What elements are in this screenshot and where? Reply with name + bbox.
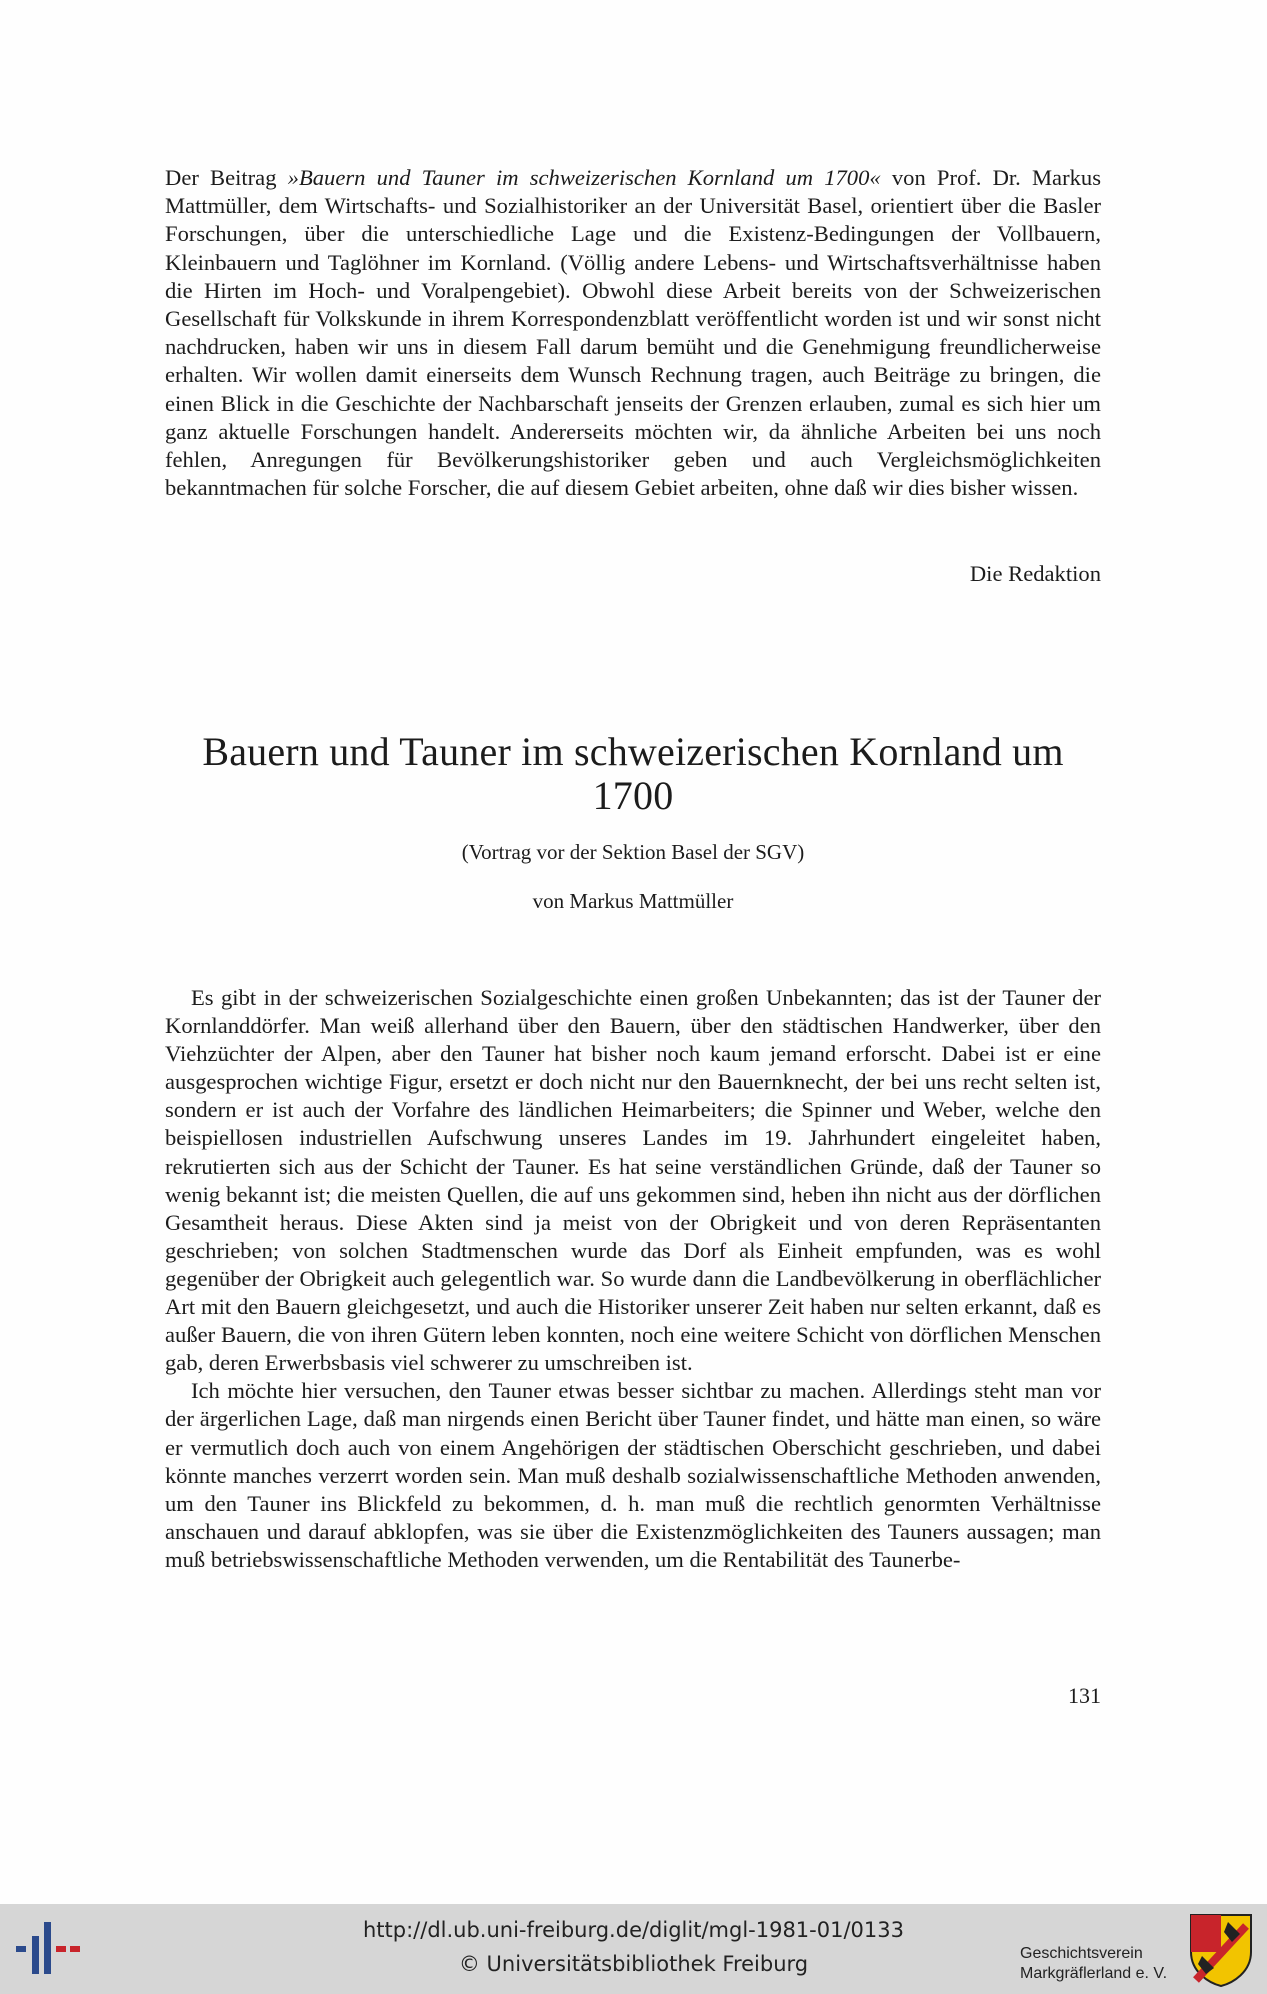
- article-subtitle: (Vortrag vor der Sektion Basel der SGV): [461, 840, 805, 864]
- intro-text: von Prof. Dr. Markus Mattmüller, dem Wirtschafts- und Sozialhistoriker an der Universität Basel, orientiert über die Basler Forschungen, über die unterschiedliche Lage und die Existenz-Bedingungen der Vollbauern, Kleinbauern und Taglöhner im Kornland. (Völlig andere Lebens- und Wirtschaftsverhältnisse haben die Hirten im Hoch- und Voralpengebiet). Obwohl diese Arbeit bereits von der Schweizerischen Gesellschaft für Volkskunde in ihrem Korrespondenzblatt veröffentlicht worden ist und wir sonst nicht nachdrucken, haben wir uns in diesem Fall darum bemüht und die Genehmigung freundlicherweise erhalten. Wir wollen damit einerseits dem Wunsch Rechnung tragen, auch Beiträge zu bringen, die einen Blick in die Geschichte der Nachbarschaft jenseits der Grenzen erlauben, zumal es sich hier um ganz aktuelle Forschungen handelt. Andererseits möchten wir, da ähnliche Arbeiten bei uns noch fehlen, Anregungen für Bevölkerungshistoriker geben und auch Vergleichsmöglichkeiten bekanntmachen für solche Forscher, die auf diesem Gebiet arbeiten, ohne daß wir dies bisher wissen.: [165, 165, 1101, 501]
- society-line-1: Geschichtsverein: [1020, 1945, 1143, 1962]
- cited-title: »Bauern und Tauner im schweizerischen Kornland um 1700«: [287, 165, 881, 190]
- article-body: [165, 984, 1101, 1574]
- society-crest-icon: [1188, 1912, 1254, 1988]
- article-author: von Markus Mattmüller: [532, 889, 734, 913]
- paragraph: Ich möchte hier versuchen, den Tauner etwas besser sichtbar zu machen. Allerdings steht man vor der ärgerlichen Lage, daß man nirgends einen Bericht über Tauner findet, und hätte man einen, so wäre er vermutlich doch auch von einem Angehörigen der städtischen Oberschicht geschrieben, und dabei könnte manches verzerrt worden sein. Man muß deshalb sozialwissenschaftliche Methoden anwenden, um den Tauner ins Blickfeld zu bekommen, d. h. man muß die rechtlich genormten Verhältnisse anschauen und darauf abklopfen, was sie über die Existenzmöglichkeiten des Tauners aussagen; man muß betriebswissenschaftliche Methoden verwenden, um die Rentabilität des Taunerbe-: [165, 1378, 1101, 1572]
- copyright-notice: © Universitätsbibliothek Freiburg: [458, 1952, 809, 1976]
- title-line-2: 1700: [592, 773, 674, 818]
- society-line-2: Markgräflerland e. V.: [1020, 1965, 1168, 1982]
- editorial-note: [165, 164, 1101, 502]
- article-title: [165, 730, 1101, 818]
- page-number: 131: [1068, 1683, 1101, 1708]
- document-url[interactable]: http://dl.ub.uni-freiburg.de/diglit/mgl-1981-01/0133: [362, 1918, 904, 1942]
- editorial-signoff: Die Redaktion: [969, 561, 1101, 586]
- viewer-footer: [0, 1904, 1267, 1994]
- paragraph: Es gibt in der schweizerischen Sozialgeschichte einen großen Unbekannten; das ist der Tauner der Kornlanddörfer. Man weiß allerhand über den Bauern, über den städtischen Handwerker, über den Viehzüchter der Alpen, aber den Tauner hat bisher noch kaum jemand erforscht. Dabei ist er eine ausgesprochen wichtige Figur, ersetzt er doch nicht nur den Bauernknecht, der bei uns recht selten ist, sondern er ist auch der Vorfahre des ländlichen Heimarbeiters; die Spinner und Weber, welche den beispiellosen industriellen Aufschwung unseres Landes im 19. Jahrhundert eingeleitet haben, rekrutierten sich aus der Schicht der Tauner. Es hat seine verständlichen Gründe, daß der Tauner so wenig bekannt ist; die meisten Quellen, die auf uns gekommen sind, heben ihn nicht aus der dörflichen Gesamtheit heraus. Diese Akten sind ja meist von der Obrigkeit und von deren Repräsentanten geschrieben; von solchen Stadtmenschen wurde das Dorf als Einheit empfunden, was es wohl gegenüber der Obrigkeit auch gelegentlich war. So wurde dann die Landbevölkerung in oberflächlicher Art mit den Bauern gleichgesetzt, und auch die Historiker unserer Zeit haben nur selten erkannt, daß es außer Bauern, die von ihren Gütern leben konnten, noch eine weitere Schicht von dörflichen Menschen gab, deren Erwerbsbasis viel schwerer zu umschreiben ist.: [165, 985, 1101, 1376]
- title-line-1: Bauern und Tauner im schweizerischen Kornland um: [202, 729, 1064, 774]
- intro-lead: Der Beitrag: [165, 165, 288, 190]
- society-name: [1020, 1944, 1167, 1984]
